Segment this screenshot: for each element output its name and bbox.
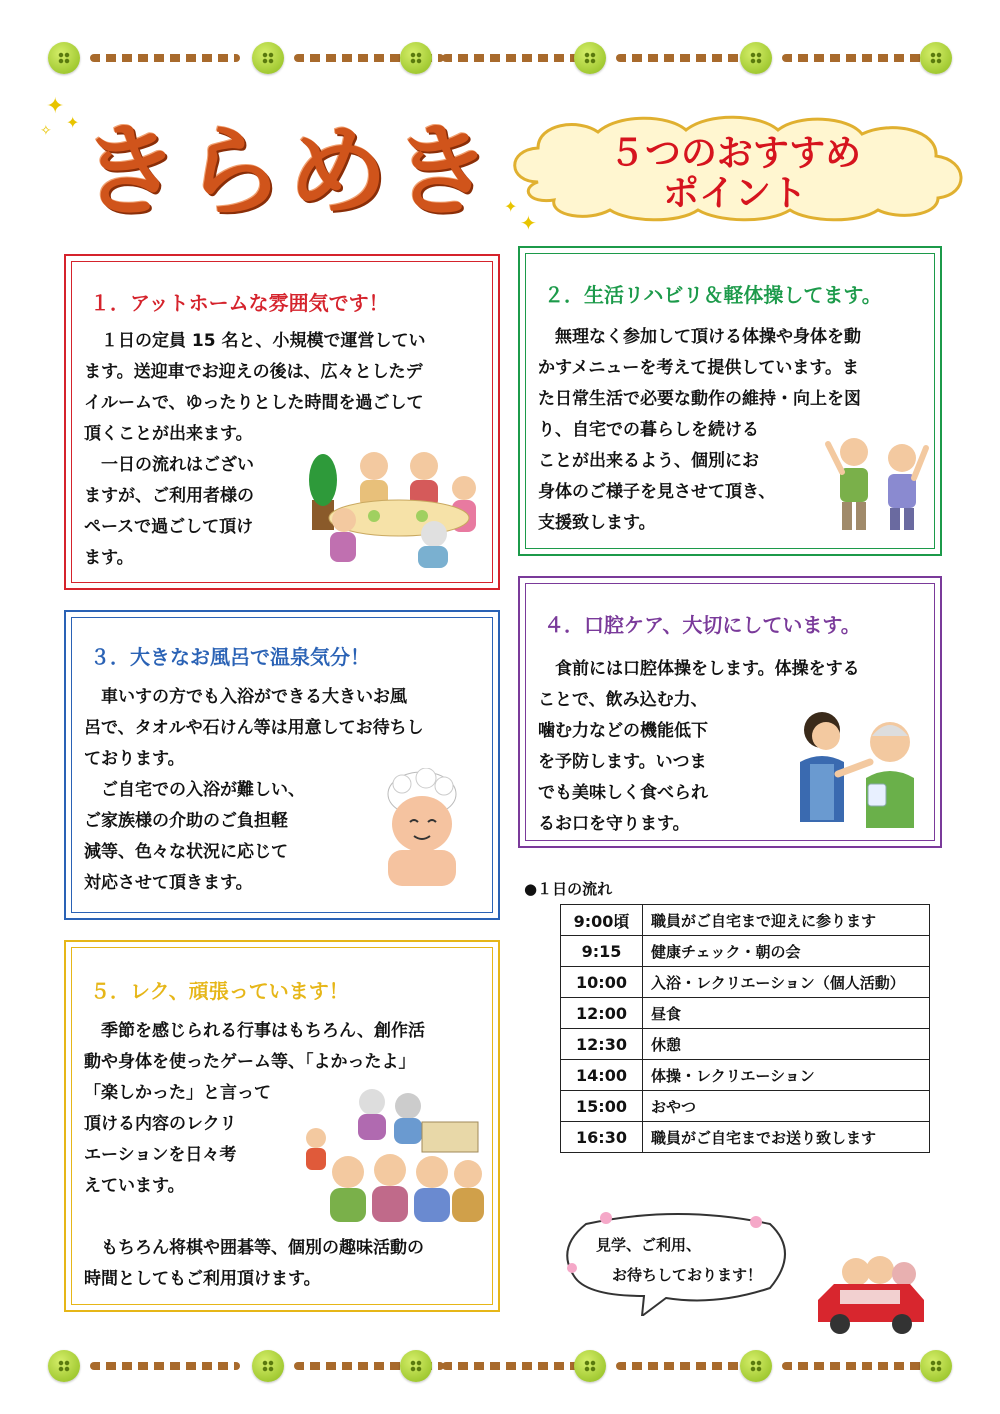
schedule-title: ●１日の流れ [524, 880, 613, 898]
point-box-5 [64, 940, 500, 1312]
bubble-line1: 見学、ご利用、 [596, 1236, 702, 1254]
point-2-text: 無理なく参加して頂ける体操や身体を動 かすメニューを考えて提供しています。ま た日常生活で必要な動作の維持・向上を図 り、自宅での暮らしを続ける ことが出来るよう、個別にお 身体のご様子を見させて頂き、 支援致します。 [538, 327, 861, 533]
bubble-line2: お待ちしております！ [612, 1266, 763, 1284]
table-row: 14:00 体操・レクリエーション [561, 1060, 930, 1091]
button-ornament-icon [252, 1350, 284, 1382]
point-3-text: 車いすの方でも入浴ができる大きいお風 呂で、タオルや石けん等は用意してお待ちし ております。 ご自宅での入浴が難しい、 ご家族様の介助のご負担軽 減等、色々な状況に応じて 対応させて頂きます。 [84, 687, 424, 893]
sparkle-icon: ✦ [504, 197, 518, 216]
table-row: 9:00頃 職員がご自宅まで迎えに参ります [561, 905, 930, 936]
sparkle-icon: ✦ [66, 113, 80, 132]
welcome-bubble [556, 1212, 800, 1316]
button-ornament-icon [252, 42, 284, 74]
button-ornament-icon [920, 1350, 952, 1382]
sparkle-icon: ✦ [520, 211, 537, 235]
point-3-heading: ３．大きなお風呂で温泉気分！ [90, 645, 370, 669]
button-ornament-icon [574, 1350, 606, 1382]
point-2-heading: ２．生活リハビリ＆軽体操してます。 [544, 283, 882, 307]
point-1-heading: １．アットホームな雰囲気です！ [90, 291, 389, 315]
table-row: 16:30 職員がご自宅までお送り致します [561, 1122, 930, 1153]
button-ornament-icon [48, 42, 80, 74]
schedule-table [560, 904, 930, 1153]
sparkle-icon: ✧ [40, 123, 52, 139]
button-ornament-icon [574, 42, 606, 74]
bath-illustration-icon [372, 768, 472, 888]
callout-line2: ポイント [662, 173, 807, 214]
dining-room-illustration-icon [304, 440, 494, 570]
button-ornament-icon [48, 1350, 80, 1382]
table-row: 12:30 休憩 [561, 1029, 930, 1060]
button-ornament-icon [740, 1350, 772, 1382]
oral-care-illustration-icon [782, 702, 932, 832]
point-4-heading: ４．口腔ケア、大切にしています。 [544, 613, 861, 637]
point-box-3 [64, 610, 500, 920]
button-ornament-icon [400, 42, 432, 74]
table-row: 9:15 健康チェック・朝の会 [561, 936, 930, 967]
point-1-text: １日の定員 15 名と、小規模で運営してい ます。送迎車でお迎えの後は、広々としたデ イルームで、ゆったりとした時間を過ごして 頂くことが出来ます。 一日の流れはござい ますが、ご利用者様の ペースで過ごして頂け ます。 [84, 331, 426, 568]
point-box-2 [518, 246, 942, 556]
button-ornament-icon [740, 42, 772, 74]
table-row: 15:00 おやつ [561, 1091, 930, 1122]
table-row: 10:00 入浴・レクリエーション（個人活動） [561, 967, 930, 998]
sparkle-icon: ✦ [46, 94, 65, 119]
exercise-illustration-icon [822, 424, 932, 534]
recreation-illustration-icon [298, 1082, 488, 1222]
point-box-1 [64, 254, 500, 590]
point-5-heading: ５．レク、頑張っています！ [90, 979, 349, 1003]
page-title: きらめき [80, 113, 496, 230]
point-4-text: 食前には口腔体操をします。体操をする ことで、飲み込む力、 噛む力などの機能低下 を予防します。いつま でも美味しく食べられ るお口を守ります。 [538, 659, 860, 834]
car-illustration-icon [810, 1250, 930, 1336]
button-ornament-icon [400, 1350, 432, 1382]
table-row: 12:00 昼食 [561, 998, 930, 1029]
bottom-decoration [40, 1346, 960, 1386]
recommend-callout [498, 112, 972, 222]
top-decoration [40, 38, 960, 78]
point-box-4 [518, 576, 942, 848]
callout-line1: ５つのおすすめ [608, 133, 862, 174]
button-ornament-icon [920, 42, 952, 74]
point-5-text: 季節を感じられる行事はもちろん、創作活 動や身体を使ったゲーム等、「よかったよ」 「楽しかった」と言って 頂ける内容のレクリ エーションを日々考 えています。 もちろん将棋や囲碁等、個別の趣味活動の 時間としてもご利用頂けます。 [84, 1021, 426, 1289]
